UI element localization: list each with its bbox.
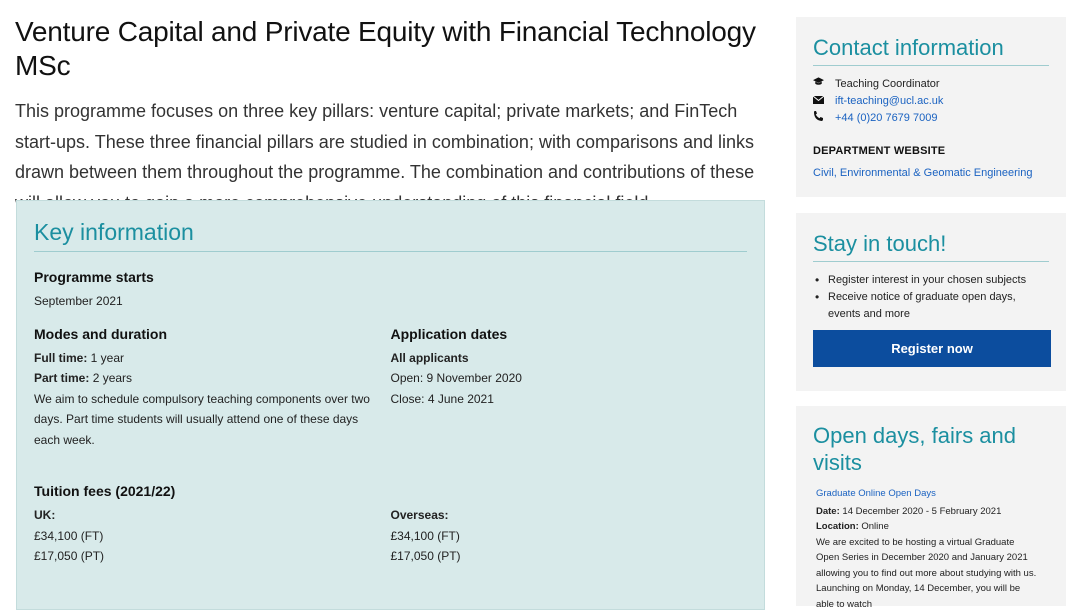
key-information-panel <box>16 200 765 610</box>
programme-starts-heading: Programme starts <box>34 268 747 286</box>
overseas-fees <box>391 505 748 567</box>
part-time-label: Part time: <box>34 371 89 385</box>
overseas-label: Overseas: <box>391 508 449 522</box>
contact-phone-link[interactable]: +44 (0)20 7679 7009 <box>835 110 937 127</box>
uk-pt-fee: £17,050 (PT) <box>34 546 391 567</box>
event-date-label: Date: <box>816 506 840 517</box>
stay-in-touch-card <box>796 213 1066 391</box>
event-location-label: Location: <box>816 521 859 532</box>
contact-email-link[interactable]: ift-teaching@ucl.ac.uk <box>835 93 943 110</box>
list-item: • Receive notice of graduate open days, events and more <box>813 289 1049 323</box>
graduation-cap-icon <box>813 76 835 93</box>
application-group: All applicants <box>391 351 469 365</box>
key-information-title: Key information <box>34 217 747 252</box>
list-item: • Register interest in your chosen subjects <box>813 272 1049 289</box>
programme-intro: This programme focuses on three key pillars: venture capital; private markets; and FinTech start-ups. These three financial pillars are studied in combination; with comparisons and links drawn between them throughout the programme. The combination and contributions of these <box>15 96 775 218</box>
full-time-value: 1 year <box>87 351 124 365</box>
modes-heading: Modes and duration <box>34 325 391 343</box>
overseas-pt-fee: £17,050 (PT) <box>391 546 748 567</box>
overseas-ft-fee: £34,100 (FT) <box>391 526 748 547</box>
page-title: Venture Capital and Private Equity with Financial Technology MSc <box>15 15 767 83</box>
department-website-link[interactable]: Civil, Environmental & Geomatic Engineering <box>813 167 1049 179</box>
application-open: Open: 9 November 2020 <box>391 368 748 389</box>
uk-label: UK: <box>34 508 55 522</box>
department-website-label: DEPARTMENT WEBSITE <box>813 145 1049 157</box>
full-time-label: Full time: <box>34 351 87 365</box>
event-location-value: Online <box>859 521 889 532</box>
open-days-title: Open days, fairs and visits <box>813 422 1049 479</box>
contact-title: Contact information <box>813 33 1049 66</box>
phone-icon <box>813 110 835 127</box>
application-column <box>391 325 748 451</box>
main-content <box>15 0 767 218</box>
event-description: We are excited to be hosting a virtual Graduate Open Series in December 2020 and January 2021 allowing you to find out more about studying with us. Launching on Monday, 14 December, you will be able to watch <box>816 535 1038 612</box>
contact-card <box>796 17 1066 197</box>
stay-in-touch-list <box>813 272 1049 323</box>
application-heading: Application dates <box>391 325 748 343</box>
open-days-card <box>796 406 1066 606</box>
modes-note: We aim to schedule compulsory teaching components over two days. Part time students will usually attend one of these days each week. <box>34 389 384 451</box>
tuition-fees-heading: Tuition fees (2021/22) <box>34 482 747 500</box>
register-now-button[interactable]: Register now <box>813 330 1051 367</box>
uk-ft-fee: £34,100 (FT) <box>34 526 391 547</box>
event-date-value: 14 December 2020 - 5 February 2021 <box>840 506 1002 517</box>
uk-fees <box>34 505 391 567</box>
modes-column <box>34 325 391 451</box>
programme-starts-value: September 2021 <box>34 291 747 312</box>
part-time-value: 2 years <box>89 371 132 385</box>
stay-in-touch-title: Stay in touch! <box>813 229 1049 262</box>
envelope-icon <box>813 93 835 110</box>
open-days-event-link[interactable]: Graduate Online Open Days <box>816 486 1049 502</box>
coordinator-label: Teaching Coordinator <box>835 76 940 93</box>
application-close: Close: 4 June 2021 <box>391 389 748 410</box>
